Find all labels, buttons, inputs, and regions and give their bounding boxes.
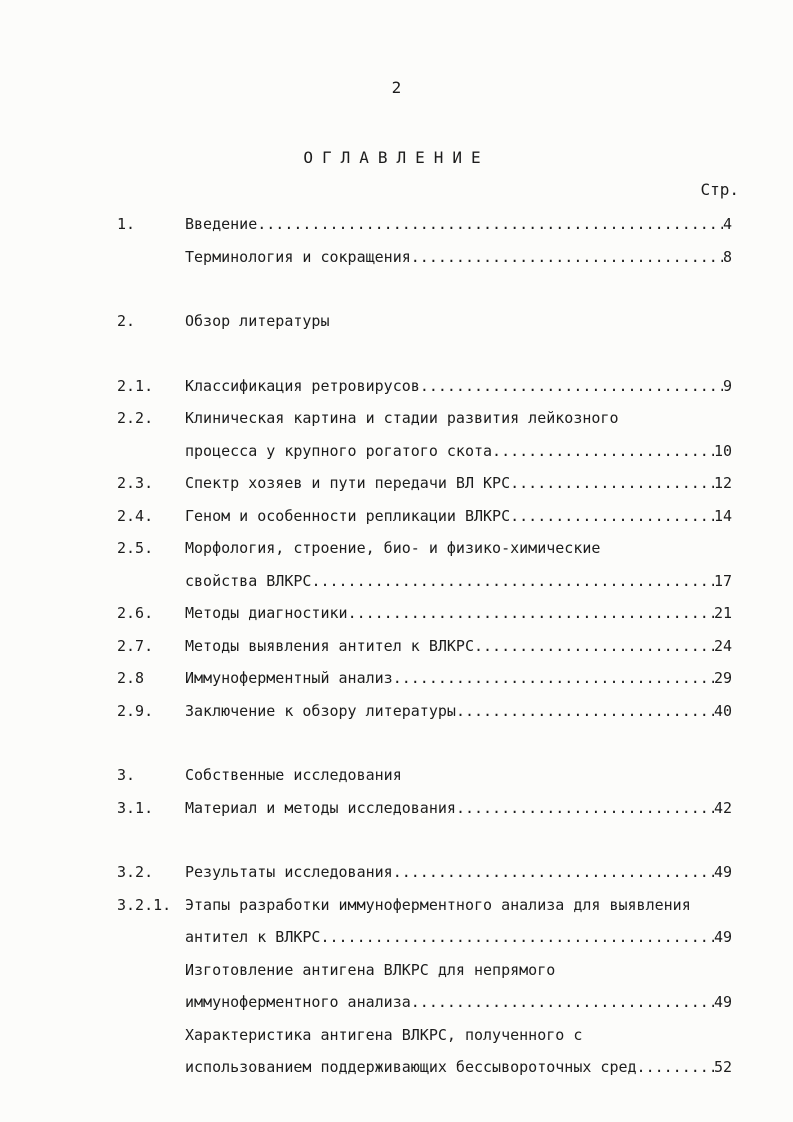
toc-page-number: 40 [713,701,732,720]
toc-number: 2.8 [117,669,145,687]
toc-leader-dots [474,630,714,663]
toc-number: 2. [117,312,136,330]
toc-line [117,921,732,954]
page-column-header: Стр. [700,180,739,199]
toc-title: Обзор литературы [185,312,330,330]
toc-leader-dots [637,1051,714,1084]
toc-page-number: 10 [713,441,732,460]
toc-page-number: 52 [713,1058,732,1076]
toc-page-number: 49 [713,863,732,881]
toc-line [117,532,732,565]
toc-leader-dots [420,370,723,403]
toc-line [117,792,732,825]
toc-line [117,1019,732,1052]
toc-entry [117,792,732,825]
toc-line [117,695,732,728]
toc-number: 2.5. [117,539,154,557]
toc-line [117,500,732,533]
toc-line [117,370,732,403]
toc-title: Характеристика антигена ВЛКРС, полученного с [185,1025,583,1044]
toc-line [117,435,732,468]
toc-title: Собственные исследования [185,766,402,784]
toc-title: Методы выявления антител к ВЛКРС [185,636,474,655]
toc-title: Результаты исследования [185,863,393,881]
toc-entry [117,241,732,274]
toc-number: 2.9. [117,701,154,720]
toc-entry [117,889,732,954]
toc-number: 3. [117,766,136,784]
toc-line [117,630,732,663]
toc-leader-dots [456,695,714,728]
toc-leader-dots [311,565,714,598]
toc-entry [117,500,732,533]
toc-line [117,954,732,987]
toc-line [117,986,732,1019]
table-of-contents [117,208,732,1084]
toc-page-number: 17 [713,571,732,590]
toc-leader-dots [393,662,714,695]
toc-entry [117,402,732,467]
section-spacer [117,338,732,370]
toc-number: 3.1. [117,798,154,817]
toc-title: Изготовление антигена ВЛКРС для непрямого [185,960,556,979]
section-spacer [117,727,732,759]
toc-leader-dots [348,597,714,630]
toc-line [117,305,732,338]
toc-number: 1. [117,215,136,233]
toc-page-number: 14 [713,506,732,525]
toc-leader-dots [510,500,714,533]
toc-number: 2.2. [117,409,154,427]
toc-page-number: 8 [722,247,732,266]
toc-line [117,1051,732,1084]
toc-line [117,889,732,922]
toc-title: Терминология и сокращения [185,247,411,266]
toc-leader-dots [510,467,714,500]
page-title: ОГЛАВЛЕНИЕ [303,148,490,167]
toc-number: 2.1. [117,376,154,395]
toc-leader-dots [456,792,714,825]
toc-number: 2.3. [117,474,154,492]
toc-line [117,662,732,695]
toc-title: Клиническая картина и стадии развития лейкозного [185,409,619,427]
toc-line [117,467,732,500]
toc-page-number: 21 [713,604,732,622]
toc-line [117,759,732,792]
toc-page-number: 49 [713,928,732,946]
toc-entry [117,630,732,663]
toc-leader-dots [393,856,714,889]
toc-leader-dots [492,435,714,468]
page-number: 2 [391,78,402,97]
toc-number: 2.7. [117,636,154,655]
toc-title: процесса у крупного рогатого скота [185,441,493,460]
toc-page-number: 4 [722,215,732,233]
toc-page-number: 12 [713,474,732,492]
toc-leader-dots [320,921,713,954]
toc-number: 3.2. [117,863,154,881]
toc-number: 2.4. [117,506,154,525]
toc-number: 3.2.1. [117,895,172,914]
toc-entry [117,1019,732,1084]
toc-entry [117,532,732,597]
toc-line [117,402,732,435]
toc-line [117,241,732,274]
toc-title: Спектр хозяев и пути передачи ВЛ КРС [185,474,511,492]
toc-entry [117,695,732,728]
toc-entry [117,208,732,241]
toc-leader-dots [411,986,714,1019]
section-spacer [117,824,732,856]
toc-title: Этапы разработки иммуноферментного анализа для выявления [185,895,691,914]
toc-title: свойства ВЛКРС [185,571,312,590]
toc-title: Морфология, строение, био- и физико-химические [185,539,601,557]
toc-entry [117,467,732,500]
toc-title: Введение [185,215,258,233]
toc-line [117,208,732,241]
toc-page-number: 29 [713,669,732,687]
toc-title: Классификация ретровирусов [185,376,420,395]
toc-line [117,856,732,889]
toc-entry [117,597,732,630]
toc-entry [117,370,732,403]
toc-title: антител к ВЛКРС [185,928,321,946]
toc-entry [117,305,732,338]
toc-title: Иммуноферментный анализ [185,669,393,687]
toc-entry [117,954,732,1019]
toc-title: иммуноферментного анализа [185,993,411,1011]
toc-title: Методы диагностики [185,604,348,622]
toc-number: 2.6. [117,604,154,622]
section-spacer [117,273,732,305]
toc-line [117,565,732,598]
toc-page-number: 42 [713,798,732,817]
toc-title: Материал и методы исследования [185,798,456,817]
toc-leader-dots [411,241,723,274]
toc-leader-dots [257,208,723,241]
toc-entry [117,662,732,695]
toc-page-number: 49 [713,993,732,1011]
toc-line [117,597,732,630]
toc-title: Заключение к обзору литературы [185,701,456,720]
toc-page-number: 9 [722,376,732,395]
toc-entry [117,856,732,889]
toc-page-number: 24 [713,636,732,655]
toc-entry [117,759,732,792]
toc-title: Геном и особенности репликации ВЛКРС [185,506,511,525]
toc-title: использованием поддерживающих бессывороточных сред [185,1058,637,1076]
